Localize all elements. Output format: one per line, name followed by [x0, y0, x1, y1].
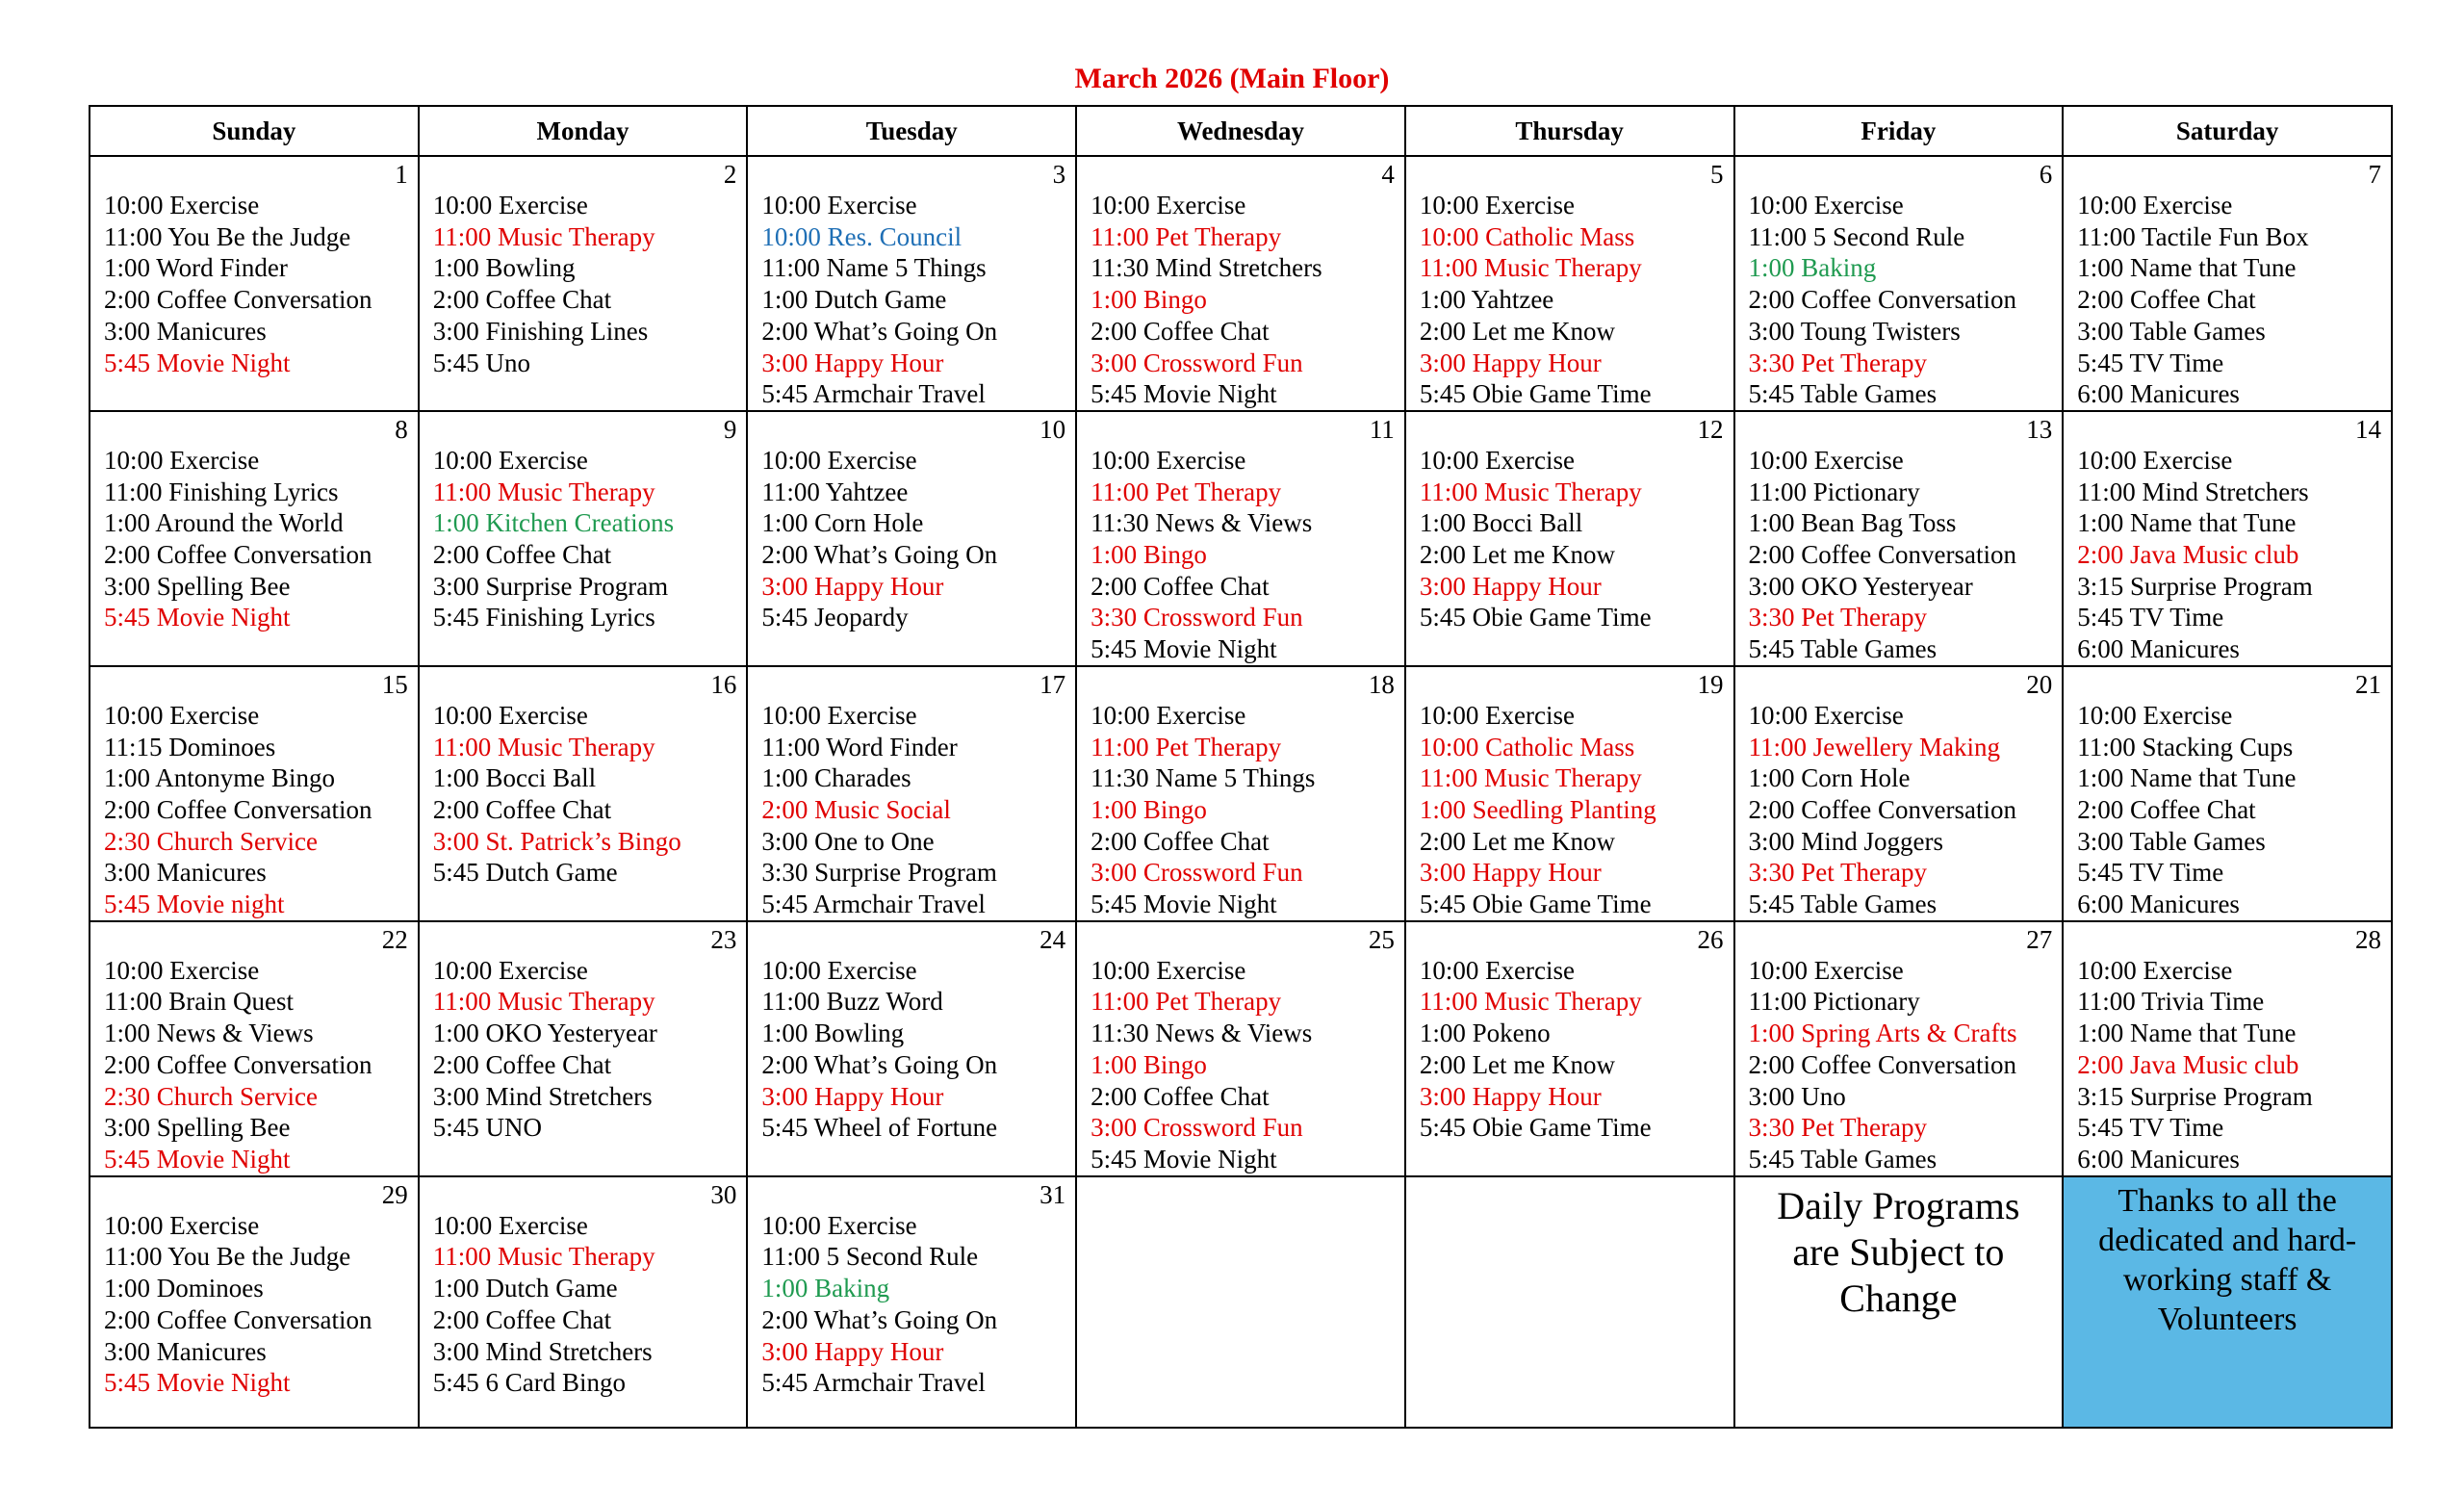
event-entry: 2:00 Coffee Chat [2077, 794, 2256, 824]
thanks-note-cell [2063, 1176, 2392, 1428]
day-cell [419, 411, 748, 666]
event-entry: 3:00 OKO Yesteryear [1748, 571, 1973, 601]
day-cell [1076, 411, 1405, 666]
event-entry: 10:00 Exercise [432, 1210, 588, 1240]
event-entry: 5:45 Armchair Travel [761, 379, 986, 409]
event-entry: 2:00 Coffee Chat [1091, 1081, 1270, 1111]
event-entry: 1:00 Charades [761, 763, 911, 793]
day-number: 31 [1040, 1179, 1066, 1209]
schedule-change-note [1735, 1177, 2063, 1322]
event-entry: 5:45 Table Games [1748, 379, 1938, 409]
week-row [90, 411, 2392, 666]
day-cell [2063, 411, 2392, 666]
event-entry: 11:00 Word Finder [761, 732, 958, 761]
event-entry: 2:00 Let me Know [1419, 316, 1616, 346]
event-entry: 1:00 OKO Yesteryear [432, 1019, 657, 1048]
event-entry: 11:15 Dominoes [104, 732, 276, 761]
event-entry: 3:00 Mind Stretchers [432, 1081, 653, 1111]
event-entry: 1:00 Word Finder [104, 253, 288, 283]
event-entry: 5:45 Armchair Travel [761, 1368, 986, 1398]
day-cell [90, 156, 419, 411]
event-entry: 1:00 Bean Bag Toss [1748, 508, 1957, 538]
event-entry: 3:15 Surprise Program [2077, 571, 2313, 601]
event-entry: 11:00 Music Therapy [1419, 253, 1642, 283]
event-entry: 2:00 Coffee Conversation [1748, 1049, 2016, 1079]
day-number: 28 [2355, 924, 2381, 954]
day-cell [1405, 411, 1734, 666]
day-number: 12 [1697, 414, 1724, 444]
event-entry: 5:45 Movie Night [104, 1368, 291, 1398]
day-cell [1734, 666, 2064, 921]
event-entry: 3:30 Pet Therapy [1748, 858, 1927, 888]
event-entry: 11:00 Pet Therapy [1091, 477, 1282, 506]
event-entry: 10:00 Exercise [432, 445, 588, 475]
event-entry: 3:00 St. Patrick’s Bingo [432, 826, 681, 856]
event-entry: 11:00 Yahtzee [761, 477, 909, 506]
event-entry: 10:00 Exercise [1748, 191, 1904, 219]
event-entry: 10:00 Exercise [432, 191, 588, 219]
event-entry: 2:00 Coffee Chat [1091, 571, 1270, 601]
event-entry: 3:00 Finishing Lines [432, 316, 649, 346]
day-cell [1405, 666, 1734, 921]
day-number: 11 [1369, 414, 1395, 444]
event-entry: 11:00 Mind Stretchers [2077, 477, 2309, 506]
day-cell [90, 411, 419, 666]
event-entry: 2:00 Let me Know [1419, 1049, 1616, 1079]
note-line: Thanks to all the [2118, 1182, 2337, 1219]
event-entry: 1:00 Bowling [432, 253, 576, 283]
event-entry: 1:00 Baking [1748, 253, 1877, 283]
event-entry: 11:00 You Be the Judge [104, 1242, 351, 1272]
event-entry: 2:00 Music Social [761, 794, 951, 824]
event-entry: 11:30 News & Views [1091, 1019, 1313, 1048]
event-entry: 10:00 Exercise [2077, 955, 2233, 985]
day-cell [747, 921, 1076, 1176]
day-cell [747, 1176, 1076, 1428]
event-entry: 2:00 Coffee Conversation [104, 540, 372, 570]
day-cell [1734, 411, 2064, 666]
event-entry: 11:00 Music Therapy [1419, 477, 1642, 506]
day-cell [1076, 666, 1405, 921]
event-entry: 10:00 Exercise [1091, 191, 1246, 219]
event-entry: 1:00 Name that Tune [2077, 763, 2297, 793]
note-line: working staff & [2122, 1261, 2332, 1298]
event-entry: 10:00 Exercise [104, 191, 260, 219]
event-entry: 5:45 Movie Night [104, 603, 291, 632]
event-entry: 5:45 TV Time [2077, 603, 2224, 632]
event-entry: 5:45 6 Card Bingo [432, 1368, 626, 1398]
day-number: 13 [2026, 414, 2053, 444]
event-entry: 11:00 Trivia Time [2077, 987, 2265, 1017]
event-entry: 10:00 Exercise [2077, 700, 2233, 730]
event-entry: 3:00 Spelling Bee [104, 571, 291, 601]
event-entry: 2:30 Church Service [104, 1081, 318, 1111]
day-number [1077, 1177, 1404, 1210]
event-entry: 11:00 Buzz Word [761, 987, 943, 1017]
event-entry: 11:00 Music Therapy [432, 987, 655, 1017]
event-entry: 3:00 Toung Twisters [1748, 316, 1961, 346]
event-entry: 3:00 Spelling Bee [104, 1113, 291, 1143]
event-entry: 10:00 Exercise [1419, 191, 1576, 219]
event-entry: 11:00 Pet Therapy [1091, 987, 1282, 1017]
event-entry: 3:00 Table Games [2077, 826, 2266, 856]
event-entry: 2:00 Coffee Chat [1091, 826, 1270, 856]
event-entry: 1:00 Corn Hole [1748, 763, 1911, 793]
event-entry: 5:45 Table Games [1748, 634, 1938, 664]
event-entry: 5:45 Obie Game Time [1419, 603, 1652, 632]
week-row [90, 1176, 2392, 1428]
event-entry: 10:00 Exercise [1091, 700, 1246, 730]
event-entry: 3:00 Crossword Fun [1091, 858, 1303, 888]
day-cell [1405, 156, 1734, 411]
day-cell [2063, 666, 2392, 921]
day-cell [1734, 921, 2064, 1176]
day-number: 9 [723, 414, 737, 444]
day-number: 19 [1697, 669, 1724, 699]
event-entry: 11:00 Name 5 Things [761, 253, 987, 283]
event-entry: 3:00 Happy Hour [1419, 1081, 1602, 1111]
day-cell [419, 666, 748, 921]
event-entry: 11:00 Pet Therapy [1091, 732, 1282, 761]
event-entry: 10:00 Exercise [2077, 191, 2233, 219]
event-entry: 5:45 Armchair Travel [761, 890, 986, 919]
event-entry: 3:00 Manicures [104, 316, 267, 346]
weekday-header-monday: Monday [419, 106, 748, 156]
day-number: 1 [395, 160, 408, 189]
event-entry: 5:45 Movie Night [1091, 379, 1277, 409]
event-entry: 2:00 Coffee Chat [432, 540, 612, 570]
day-number: 22 [381, 924, 408, 954]
day-number: 17 [1040, 669, 1066, 699]
day-number: 18 [1368, 669, 1395, 699]
event-entry: 1:00 Seedling Planting [1419, 794, 1656, 824]
day-number: 10 [1040, 414, 1066, 444]
event-entry: 2:00 Coffee Conversation [104, 1304, 372, 1334]
event-entry: 2:00 Java Music club [2077, 540, 2299, 570]
day-number: 4 [1381, 160, 1395, 189]
event-entry: 1:00 Pokeno [1419, 1019, 1551, 1048]
day-number: 2 [723, 160, 737, 189]
event-entry: 1:00 Dutch Game [761, 285, 947, 315]
event-entry: 5:45 Movie night [104, 890, 285, 919]
event-entry: 3:00 Happy Hour [1419, 348, 1602, 377]
day-number: 20 [2026, 669, 2053, 699]
event-entry: 2:00 Let me Know [1419, 540, 1616, 570]
week-row [90, 921, 2392, 1176]
day-cell [1076, 921, 1405, 1176]
day-number [1406, 1177, 1733, 1210]
event-entry: 6:00 Manicures [2077, 890, 2240, 919]
event-entry: 11:00 Music Therapy [1419, 987, 1642, 1017]
day-cell [1405, 921, 1734, 1176]
event-entry: 2:00 Coffee Conversation [104, 794, 372, 824]
event-entry: 11:30 Name 5 Things [1091, 763, 1316, 793]
weekday-header-sunday: Sunday [90, 106, 419, 156]
event-entry: 1:00 Name that Tune [2077, 253, 2297, 283]
event-entry: 5:45 Uno [432, 348, 530, 377]
event-entry: 10:00 Exercise [761, 191, 917, 219]
event-entry: 11:00 Music Therapy [432, 221, 655, 251]
day-number: 29 [381, 1179, 408, 1209]
event-entry: 11:00 Pictionary [1748, 987, 1920, 1017]
event-entry: 10:00 Exercise [104, 445, 260, 475]
event-entry: 11:00 Music Therapy [432, 1242, 655, 1272]
day-number: 6 [2039, 160, 2053, 189]
event-entry: 10:00 Catholic Mass [1419, 732, 1635, 761]
event-entry: 2:00 What’s Going On [761, 316, 998, 346]
weekday-header-tuesday: Tuesday [747, 106, 1076, 156]
event-entry: 10:00 Catholic Mass [1419, 221, 1635, 251]
day-number: 26 [1697, 924, 1724, 954]
event-entry: 1:00 Bingo [1091, 794, 1207, 824]
event-entry: 6:00 Manicures [2077, 1144, 2240, 1174]
event-entry: 2:00 Coffee Conversation [1748, 285, 2016, 315]
day-number: 21 [2355, 669, 2381, 699]
event-entry: 6:00 Manicures [2077, 634, 2240, 664]
event-entry: 3:00 Manicures [104, 1336, 267, 1366]
event-entry: 11:00 5 Second Rule [761, 1242, 979, 1272]
note-line: Change [1839, 1276, 1958, 1320]
event-entry: 3:30 Pet Therapy [1748, 348, 1927, 377]
event-entry: 5:45 TV Time [2077, 1113, 2224, 1143]
event-entry: 11:00 Stacking Cups [2077, 732, 2294, 761]
event-entry: 3:30 Pet Therapy [1748, 603, 1927, 632]
event-entry: 11:00 Jewellery Making [1748, 732, 2000, 761]
event-entry: 3:00 Happy Hour [761, 348, 944, 377]
weekday-header-saturday: Saturday [2063, 106, 2392, 156]
event-entry: 5:45 Obie Game Time [1419, 379, 1652, 409]
calendar-body [90, 156, 2392, 1428]
day-cell [747, 156, 1076, 411]
event-entry: 3:30 Surprise Program [761, 858, 997, 888]
day-cell [1734, 156, 2064, 411]
event-entry: 2:00 Coffee Conversation [1748, 794, 2016, 824]
event-entry: 6:00 Manicures [2077, 379, 2240, 409]
day-number: 5 [1710, 160, 1724, 189]
event-entry: 3:00 One to One [761, 826, 935, 856]
event-entry: 10:00 Exercise [1419, 700, 1576, 730]
event-entry: 5:45 Movie Night [1091, 634, 1277, 664]
note-line: dedicated and hard- [2098, 1222, 2357, 1258]
event-entry: 1:00 Bocci Ball [1419, 508, 1583, 538]
event-entry: 1:00 Yahtzee [1419, 285, 1554, 315]
event-entry: 3:00 Surprise Program [432, 571, 669, 601]
day-cell [90, 1176, 419, 1428]
event-entry: 3:15 Surprise Program [2077, 1081, 2313, 1111]
event-entry: 11:00 Pet Therapy [1091, 221, 1282, 251]
event-entry: 10:00 Exercise [761, 955, 917, 985]
calendar-title: March 2026 (Main Floor) [1074, 63, 1390, 94]
day-number: 23 [710, 924, 737, 954]
event-entry: 10:00 Exercise [761, 1210, 917, 1240]
event-entry: 3:00 Happy Hour [1419, 571, 1602, 601]
event-entry: 10:00 Exercise [104, 955, 260, 985]
event-entry: 5:45 Movie Night [104, 1144, 291, 1174]
day-number: 7 [2368, 160, 2381, 189]
event-entry: 5:45 Finishing Lyrics [432, 603, 655, 632]
event-entry: 5:45 Movie Night [1091, 1144, 1277, 1174]
day-number: 30 [710, 1179, 737, 1209]
weekday-header-friday: Friday [1734, 106, 2064, 156]
day-cell [419, 1176, 748, 1428]
event-entry: 10:00 Exercise [432, 700, 588, 730]
event-entry: 5:45 Wheel of Fortune [761, 1113, 998, 1143]
note-line: Daily Programs [1777, 1183, 2020, 1227]
event-entry: 3:00 Happy Hour [1419, 858, 1602, 888]
weekday-header-row [90, 106, 2392, 156]
weekday-header-wednesday: Wednesday [1076, 106, 1405, 156]
event-entry: 2:00 Coffee Chat [432, 285, 612, 315]
event-entry: 2:00 Coffee Chat [432, 1049, 612, 1079]
event-entry: 1:00 Around the World [104, 508, 344, 538]
weekday-header-thursday: Thursday [1405, 106, 1734, 156]
event-entry: 1:00 Bowling [761, 1019, 905, 1048]
event-entry: 10:00 Exercise [2077, 445, 2233, 475]
event-entry: 1:00 News & Views [104, 1019, 314, 1048]
event-entry: 10:00 Exercise [1091, 445, 1246, 475]
day-cell [419, 156, 748, 411]
event-entry: 1:00 Antonyme Bingo [104, 763, 336, 793]
event-entry: 10:00 Exercise [1419, 445, 1576, 475]
event-entry: 11:00 Music Therapy [1419, 763, 1642, 793]
event-entry: 10:00 Exercise [432, 955, 588, 985]
day-number: 3 [1052, 160, 1066, 189]
event-entry: 1:00 Kitchen Creations [432, 508, 675, 538]
day-number: 14 [2355, 414, 2381, 444]
event-entry: 1:00 Spring Arts & Crafts [1748, 1019, 2017, 1048]
day-number: 8 [395, 414, 408, 444]
note-line: are Subject to [1792, 1229, 2005, 1274]
event-entry: 2:00 What’s Going On [761, 1049, 998, 1079]
event-entry: 1:00 Dominoes [104, 1274, 264, 1303]
event-entry: 2:00 What’s Going On [761, 540, 998, 570]
event-entry: 1:00 Bingo [1091, 1049, 1207, 1079]
event-entry: 2:00 Coffee Conversation [104, 285, 372, 315]
event-entry: 1:00 Name that Tune [2077, 1019, 2297, 1048]
event-entry: 10:00 Exercise [761, 445, 917, 475]
event-entry: 10:00 Exercise [104, 700, 260, 730]
event-entry: 2:00 What’s Going On [761, 1304, 998, 1334]
event-entry: 2:00 Coffee Chat [2077, 285, 2256, 315]
day-cell [90, 666, 419, 921]
day-number: 15 [381, 669, 408, 699]
event-entry: 2:00 Let me Know [1419, 826, 1616, 856]
event-entry: 2:00 Coffee Chat [432, 1304, 612, 1334]
event-entry: 3:00 Mind Joggers [1748, 826, 1944, 856]
event-entry: 11:00 Brain Quest [104, 987, 294, 1017]
day-number: 25 [1368, 924, 1395, 954]
event-entry: 10:00 Exercise [761, 700, 917, 730]
event-entry: 1:00 Baking [761, 1274, 890, 1303]
event-entry: 10:00 Exercise [1748, 445, 1904, 475]
event-entry: 11:30 News & Views [1091, 508, 1313, 538]
thanks-note [2064, 1177, 2391, 1339]
event-entry: 3:00 Manicures [104, 858, 267, 888]
event-entry: 11:00 5 Second Rule [1748, 221, 1965, 251]
event-entry: 2:00 Coffee Chat [432, 794, 612, 824]
event-entry: 11:00 Music Therapy [432, 477, 655, 506]
event-entry: 5:45 Table Games [1748, 1144, 1938, 1174]
event-entry: 11:00 You Be the Judge [104, 221, 351, 251]
day-cell [2063, 156, 2392, 411]
event-entry: 5:45 TV Time [2077, 348, 2224, 377]
event-entry: 3:00 Table Games [2077, 316, 2266, 346]
empty-day-cell [1405, 1176, 1734, 1428]
event-entry: 10:00 Exercise [1091, 955, 1246, 985]
event-entry: 5:45 Jeopardy [761, 603, 909, 632]
event-entry: 5:45 Movie Night [104, 348, 291, 377]
event-entry: 1:00 Dutch Game [432, 1274, 618, 1303]
event-entry: 11:00 Pictionary [1748, 477, 1920, 506]
event-entry: 1:00 Bingo [1091, 285, 1207, 315]
event-entry: 3:00 Happy Hour [761, 1336, 944, 1366]
event-entry: 5:45 Table Games [1748, 890, 1938, 919]
event-entry: 5:45 Obie Game Time [1419, 890, 1652, 919]
event-entry: 10:00 Res. Council [761, 221, 962, 251]
day-cell [419, 921, 748, 1176]
event-entry: 3:00 Happy Hour [761, 571, 944, 601]
event-entry: 3:00 Happy Hour [761, 1081, 944, 1111]
day-number: 16 [710, 669, 737, 699]
day-cell [2063, 921, 2392, 1176]
event-entry: 2:30 Church Service [104, 826, 318, 856]
empty-day-cell [1076, 1176, 1405, 1428]
event-entry: 5:45 TV Time [2077, 858, 2224, 888]
day-cell [90, 921, 419, 1176]
event-entry: 3:30 Pet Therapy [1748, 1113, 1927, 1143]
event-entry: 3:00 Mind Stretchers [432, 1336, 653, 1366]
event-entry: 5:45 Movie Night [1091, 890, 1277, 919]
event-entry: 1:00 Bocci Ball [432, 763, 597, 793]
schedule-change-note-cell [1734, 1176, 2064, 1428]
event-entry: 11:00 Finishing Lyrics [104, 477, 339, 506]
event-entry: 10:00 Exercise [1748, 700, 1904, 730]
event-entry: 2:00 Coffee Conversation [1748, 540, 2016, 570]
event-entry: 2:00 Coffee Chat [1091, 316, 1270, 346]
event-entry: 5:45 Dutch Game [432, 858, 618, 888]
event-entry: 1:00 Corn Hole [761, 508, 924, 538]
event-entry: 10:00 Exercise [1419, 955, 1576, 985]
event-entry: 3:00 Crossword Fun [1091, 348, 1303, 377]
calendar-grid [89, 105, 2393, 1429]
event-entry: 5:45 UNO [432, 1113, 542, 1143]
event-entry: 1:00 Bingo [1091, 540, 1207, 570]
event-entry: 11:00 Tactile Fun Box [2077, 221, 2309, 251]
event-entry: 2:00 Coffee Conversation [104, 1049, 372, 1079]
event-entry: 5:45 Obie Game Time [1419, 1113, 1652, 1143]
event-entry: 2:00 Java Music club [2077, 1049, 2299, 1079]
event-entry: 11:30 Mind Stretchers [1091, 253, 1322, 283]
event-entry: 10:00 Exercise [104, 1210, 260, 1240]
event-entry: 3:00 Uno [1748, 1081, 1846, 1111]
note-line: Volunteers [2157, 1301, 2297, 1337]
event-entry: 11:00 Music Therapy [432, 732, 655, 761]
day-cell [747, 411, 1076, 666]
week-row [90, 666, 2392, 921]
week-row [90, 156, 2392, 411]
event-entry: 3:00 Crossword Fun [1091, 1113, 1303, 1143]
event-entry: 10:00 Exercise [1748, 955, 1904, 985]
day-cell [747, 666, 1076, 921]
event-entry: 1:00 Name that Tune [2077, 508, 2297, 538]
day-cell [1076, 156, 1405, 411]
day-number: 27 [2026, 924, 2053, 954]
day-number: 24 [1040, 924, 1066, 954]
event-entry: 3:30 Crossword Fun [1091, 603, 1303, 632]
